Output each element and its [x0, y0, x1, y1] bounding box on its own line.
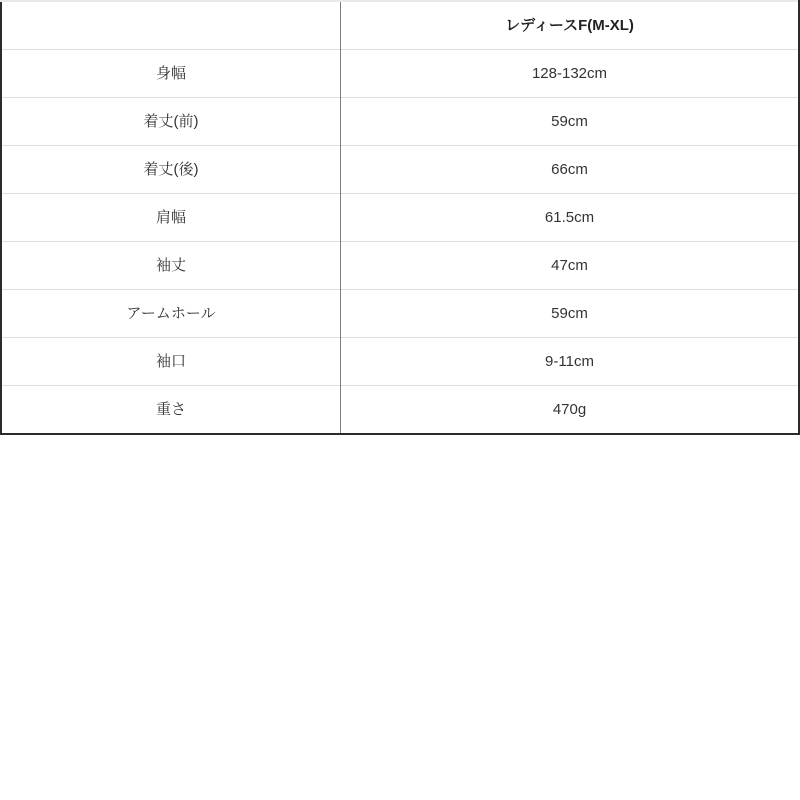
- size-value-cell: 470g: [341, 386, 800, 435]
- size-label-cell: 着丈(後): [1, 146, 341, 194]
- table-row: [1, 242, 799, 290]
- size-label-cell: 袖丈: [1, 242, 341, 290]
- table-row: [1, 194, 799, 242]
- size-value-cell: 59cm: [341, 98, 800, 146]
- size-table-header-label-cell: [1, 1, 341, 50]
- size-label-cell: アームホール: [1, 290, 341, 338]
- size-value-cell: 61.5cm: [341, 194, 800, 242]
- size-label-cell: 肩幅: [1, 194, 341, 242]
- size-table-header-value-cell: レディースF(M-XL): [505, 17, 634, 34]
- table-row: [1, 146, 799, 194]
- size-value-cell: 128-132cm: [341, 50, 800, 98]
- table-row: [1, 290, 799, 338]
- table-row: [1, 338, 799, 386]
- size-value-cell: 9-11cm: [341, 338, 800, 386]
- size-label-cell: 身幅: [1, 50, 341, 98]
- size-label-cell: 重さ: [1, 386, 341, 435]
- size-label-cell: 袖口: [1, 338, 341, 386]
- table-row: [1, 386, 799, 435]
- size-value-cell: 66cm: [341, 146, 800, 194]
- size-value-cell: 47cm: [341, 242, 800, 290]
- table-row: [1, 50, 799, 98]
- table-row: [1, 98, 799, 146]
- size-table-header-row: [1, 1, 799, 50]
- size-value-cell: 59cm: [341, 290, 800, 338]
- size-label-cell: 着丈(前): [1, 98, 341, 146]
